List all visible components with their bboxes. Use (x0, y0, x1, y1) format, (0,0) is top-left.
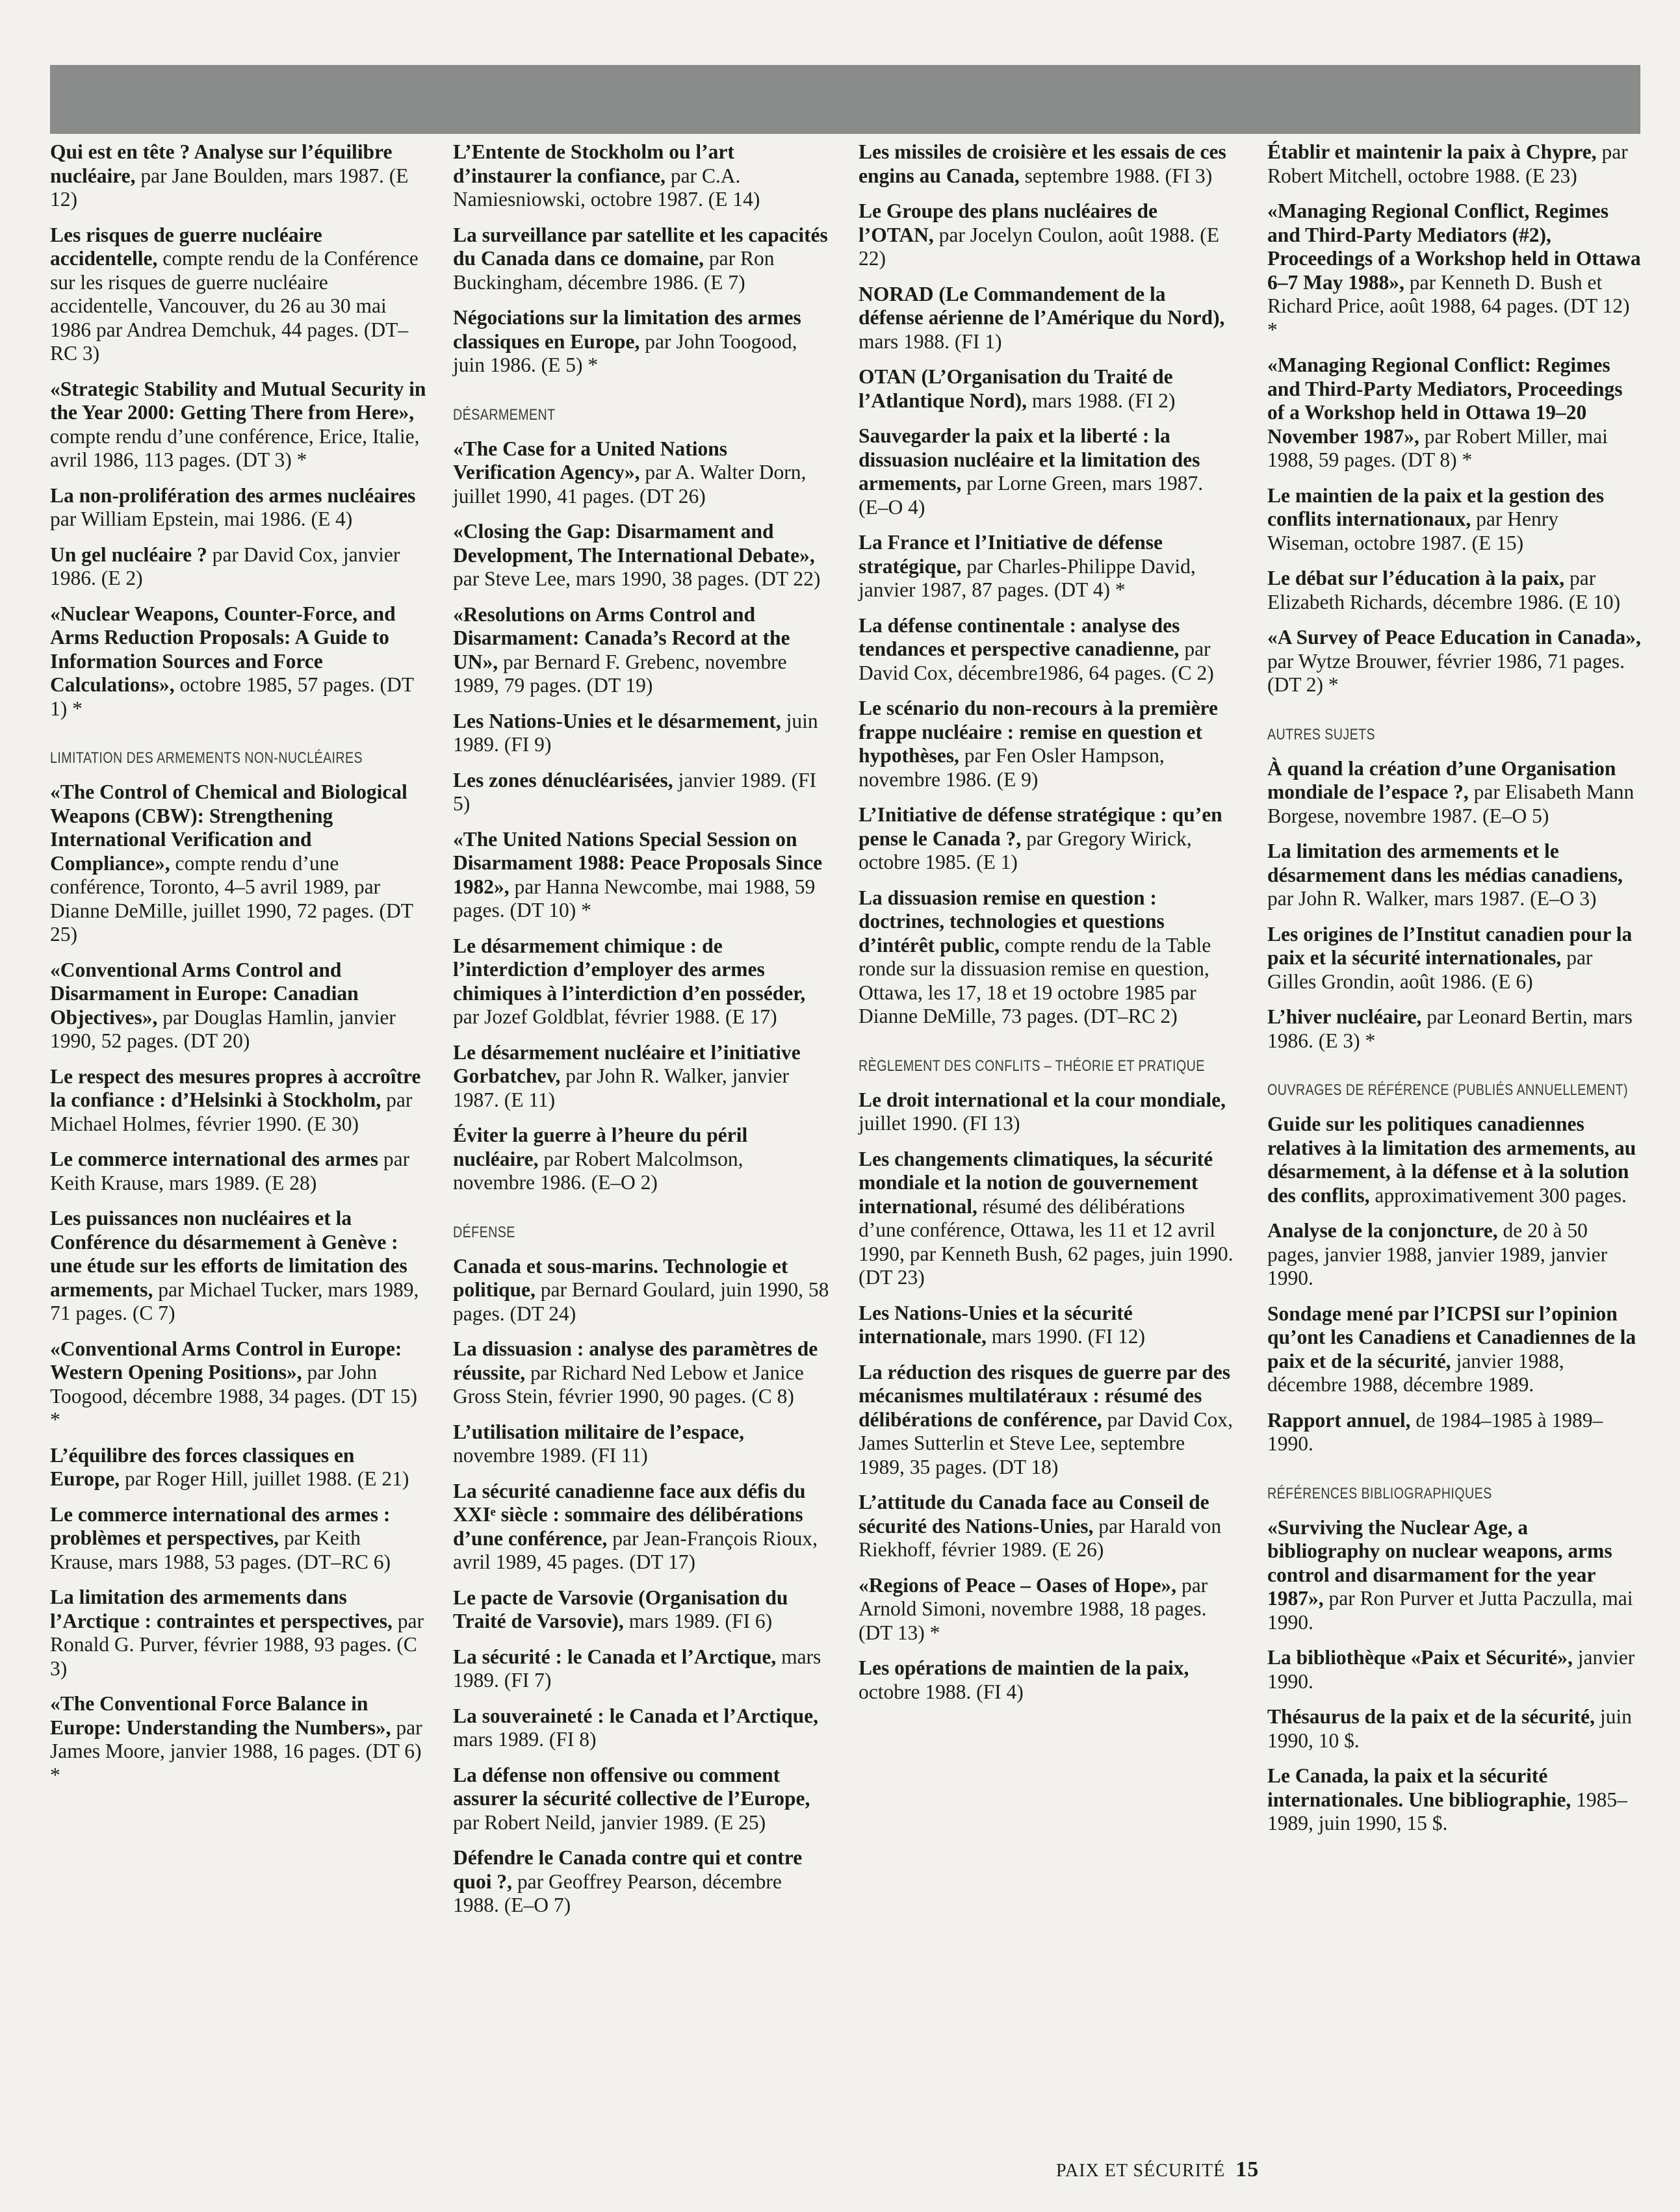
publication-title: Qui est en tête ? Analyse sur l’équilibre nucléaire, (50, 140, 393, 187)
publication-title: OTAN (L’Organisation du Traité de l’Atlantique Nord), (859, 365, 1173, 412)
publication-title: Le pacte de Varsovie (Organisation du Traité de Varsovie), (453, 1586, 788, 1632)
publication-details: novembre 1989. (FI 11) (453, 1444, 648, 1467)
publication-entry (453, 140, 830, 212)
publication-entry (453, 603, 830, 698)
publication-entry (1267, 840, 1644, 911)
publication-entry (1267, 1516, 1644, 1635)
section-heading: DÉSARMEMENT (453, 405, 556, 424)
publication-entry (859, 1302, 1235, 1349)
publication-details: par C.A. Namiesniowski, octobre 1987. (E 14) (453, 164, 760, 211)
publication-details: mars 1989. (FI 7) (453, 1645, 821, 1691)
publication-details: par Jocelyn Coulon, août 1988. (E 22) (859, 223, 1219, 270)
publication-entry (1267, 1409, 1644, 1456)
publication-title: «Conventional Arms Control in Europe: Western Opening Positions», (50, 1337, 402, 1383)
publication-details: par Robert Miller, mai 1988, 59 pages. (DT 8) * (1267, 424, 1608, 471)
publication-details: janvier 1988, décembre 1988, décembre 1989. (1267, 1349, 1564, 1396)
publication-details: de 1984–1985 à 1989–1990. (1267, 1408, 1603, 1455)
publication-details: mars 1990. (FI 12) (986, 1325, 1145, 1348)
publication-entry (50, 140, 427, 212)
publication-entry (859, 614, 1235, 686)
publication-title: Sauvegarder la paix et la liberté : la dissuasion nucléaire et la limitation des armements, (859, 424, 1200, 495)
publication-title: «The Case for a United Nations Verification Agency», (453, 437, 728, 483)
publication-entry (50, 1692, 427, 1787)
publication-title: Le désarmement nucléaire et l’initiative Gorbatchev, (453, 1040, 801, 1087)
publication-details: janvier 1989. (FI 5) (453, 768, 817, 815)
publication-details: par Robert Neild, janvier 1989. (E 25) (453, 1810, 766, 1834)
publication-entry (453, 224, 830, 295)
publication-details: par Bernard Goulard, juin 1990, 58 pages. (DT 24) (453, 1278, 829, 1325)
publication-entry (1267, 923, 1644, 994)
publication-title: «Strategic Stability and Mutual Security in the Year 2000: Getting There from Here», (50, 377, 426, 424)
publication-entry (859, 365, 1235, 413)
publication-details: mars 1989. (FI 8) (453, 1728, 597, 1751)
publication-details: octobre 1988. (FI 4) (859, 1680, 1024, 1703)
publication-title: Négociations sur la limitation des armes classiques en Europe, (453, 306, 801, 353)
publication-details: par Harald von Riekhoff, février 1989. (E 26) (859, 1514, 1222, 1561)
publication-details: par Lorne Green, mars 1987. (E–O 4) (859, 472, 1204, 519)
publication-title: La limitation des armements dans l’Arctique : contraintes et perspectives, (50, 1586, 393, 1632)
publication-entry (1267, 140, 1644, 188)
publication-title: Analyse de la conjoncture, (1267, 1219, 1498, 1242)
publication-entry (453, 1764, 830, 1835)
publication-entry (453, 934, 830, 1029)
publication-title: Le désarmement chimique : de l’interdiction d’employer des armes chimiques à l’interdiction d’en posséder, (453, 934, 806, 1005)
publication-entry (50, 1148, 427, 1195)
publication-entry (1267, 1112, 1644, 1207)
publication-entry (453, 1846, 830, 1918)
publication-entry (453, 1041, 830, 1112)
publication-details: par Keith Krause, mars 1989. (E 28) (50, 1148, 410, 1194)
publication-entry (453, 437, 830, 509)
publication-entry (453, 769, 830, 816)
publication-details: juin 1989. (FI 9) (453, 709, 818, 756)
publication-entry (453, 828, 830, 923)
publication-entry (453, 306, 830, 378)
publication-title: La France et l’Initiative de défense stratégique, (859, 531, 1163, 578)
publication-details: par John R. Walker, janvier 1987. (E 11) (453, 1064, 790, 1111)
publication-title: Le commerce international des armes : problèmes et perspectives, (50, 1502, 391, 1549)
publication-title: L’Entente de Stockholm ou l’art d’instaurer la confiance, (453, 140, 734, 187)
publication-title: Un gel nucléaire ? (50, 543, 207, 566)
publication-details: approximativement 300 pages. (1369, 1183, 1627, 1207)
publication-title: «The United Nations Special Session on Disarmament 1988: Peace Proposals Since 1982», (453, 827, 823, 898)
publication-title: Les missiles de croisière et les essais de ces engins au Canada, (859, 140, 1226, 187)
page-number: 15 (1235, 2157, 1260, 2181)
publication-entry (1267, 567, 1644, 614)
publication-details: par David Cox, James Sutterlin et Steve Lee, septembre 1989, 35 pages. (DT 18) (859, 1408, 1233, 1478)
publication-title: Le respect des mesures propres à accroître la confiance : d’Helsinki à Stockholm, (50, 1064, 421, 1111)
publication-title: «The Control of Chemical and Biological Weapons (CBW): Strengthening International Verification and Compliance», (50, 780, 407, 875)
publication-details: par Ronald G. Purver, février 1988, 93 pages. (C 3) (50, 1609, 424, 1680)
publication-title: Le Canada, la paix et la sécurité internationales. Une bibliographie, (1267, 1764, 1571, 1811)
publication-entry (1267, 1705, 1644, 1753)
publication-title: Établir et maintenir la paix à Chypre, (1267, 140, 1597, 163)
publication-entry (453, 1645, 830, 1693)
publication-entry (453, 1421, 830, 1468)
publication-name: PAIX ET SÉCURITÉ (1056, 2161, 1226, 2181)
publication-details: par Michael Holmes, février 1990. (E 30) (50, 1088, 413, 1135)
publication-entry (453, 1586, 830, 1634)
publication-entry (1267, 1764, 1644, 1836)
publication-details: par Steve Lee, mars 1990, 38 pages. (DT 22) (453, 567, 821, 590)
publication-title: L’utilisation militaire de l’espace, (453, 1420, 744, 1443)
publication-title: «Conventional Arms Control and Disarmament in Europe: Canadian Objectives», (50, 958, 359, 1029)
publication-details: par Robert Malcolmson, novembre 1986. (E–O 2) (453, 1147, 743, 1194)
publication-title: La bibliothèque «Paix et Sécurité», (1267, 1646, 1573, 1669)
publication-details: janvier 1990. (1267, 1646, 1635, 1693)
publication-details: par Richard Ned Lebow et Janice Gross Stein, février 1990, 90 pages. (C 8) (453, 1361, 804, 1408)
publication-details: par John Toogood, décembre 1988, 34 pages. (DT 15) * (50, 1361, 417, 1431)
section-heading: OUVRAGES DE RÉFÉRENCE (PUBLIÉS ANNUELLEMENT) (1267, 1081, 1628, 1099)
publication-details: par Wytze Brouwer, février 1986, 71 pages. (DT 2) * (1267, 649, 1625, 696)
publication-title: «Managing Regional Conflict, Regimes and Third-Party Mediators (#2), Proceedings of a Workshop held in Ottawa 6–7 May 1988», (1267, 199, 1641, 294)
publication-entry (1267, 354, 1644, 472)
publication-entry (1267, 1219, 1644, 1291)
publication-title: Les Nations-Unies et le désarmement, (453, 709, 781, 732)
publication-details: par Jozef Goldblat, février 1988. (E 17) (453, 1005, 777, 1028)
publication-entry (859, 697, 1235, 791)
section-heading: DÉFENSE (453, 1223, 515, 1241)
publication-details: mars 1988. (FI 1) (859, 329, 1002, 353)
publication-details: juin 1990, 10 $. (1267, 1705, 1632, 1752)
publication-title: Le droit international et la cour mondiale, (859, 1088, 1226, 1111)
publication-title: Les changements climatiques, la sécurité mondiale et la notion de gouvernement international, (859, 1147, 1213, 1218)
publication-details: par John R. Walker, mars 1987. (E–O 3) (1267, 887, 1597, 910)
publication-entry (453, 1124, 830, 1195)
publication-title: «Closing the Gap: Disarmament and Development, The International Debate», (453, 520, 815, 567)
publication-entry (453, 1337, 830, 1409)
publication-entry (859, 1088, 1235, 1136)
publication-title: L’attitude du Canada face au Conseil de sécurité des Nations-Unies, (859, 1491, 1209, 1537)
publication-entry (1267, 626, 1644, 697)
publication-title: L’hiver nucléaire, (1267, 1005, 1422, 1028)
publication-title: Les risques de guerre nucléaire accidentelle, (50, 223, 322, 270)
publication-title: Les opérations de maintien de la paix, (859, 1656, 1189, 1679)
publication-details: par John Toogood, juin 1986. (E 5) * (453, 329, 797, 376)
publication-entry (1267, 1302, 1644, 1397)
publication-title: Le débat sur l’éducation à la paix, (1267, 567, 1565, 589)
publication-details: mars 1988. (FI 2) (1027, 389, 1176, 412)
publication-title: Le scénario du non-recours à la première frappe nucléaire : remise en question et hypothèses, (859, 697, 1218, 767)
publication-entry (453, 520, 830, 591)
publication-title: Guide sur les politiques canadiennes relatives à la limitation des armements, au désarmement, à la défense et à la solution des conflits, (1267, 1112, 1636, 1207)
publication-details: par Geoffrey Pearson, décembre 1988. (E–O 7) (453, 1870, 782, 1916)
publication-entry (50, 1337, 427, 1432)
publication-entry (50, 1065, 427, 1137)
publication-title: «Nuclear Weapons, Counter-Force, and Arms Reduction Proposals: A Guide to Information Sources and Force Calculations», (50, 602, 396, 696)
publication-details: résumé des délibérations d’une conférence, Ottawa, les 11 et 12 avril 1990, par Kenneth Bush, 62 pages, juin 1990. (DT 23) (859, 1194, 1234, 1289)
publication-details: par Michael Tucker, mars 1989, 71 pages. (C 7) (50, 1278, 419, 1324)
publication-entry (50, 224, 427, 366)
publication-details: par James Moore, janvier 1988, 16 pages. (DT 6) * (50, 1716, 422, 1786)
publication-entry (859, 1574, 1235, 1645)
publication-entry (859, 1491, 1235, 1562)
publication-entry (50, 958, 427, 1053)
publication-details: compte rendu d’une conférence, Toronto, 4–5 avril 1989, par Dianne DeMille, juillet 1990, 72 pages. (DT 25) (50, 851, 413, 945)
publication-details: mars 1989. (FI 6) (623, 1610, 773, 1632)
publication-details: septembre 1988. (FI 3) (1019, 164, 1213, 187)
publication-title: Thésaurus de la paix et de la sécurité, (1267, 1705, 1595, 1728)
publication-entry (859, 1361, 1235, 1480)
column-2 (453, 140, 830, 1929)
publication-details: par Gilles Grondin, août 1986. (E 6) (1267, 946, 1593, 993)
section-heading: RÉFÉRENCES BIBLIOGRAPHIQUES (1267, 1484, 1492, 1502)
publication-entry (453, 1480, 830, 1575)
publication-entry (1267, 484, 1644, 556)
publication-details: par Bernard F. Grebenc, novembre 1989, 79 pages. (DT 19) (453, 650, 787, 697)
column-4 (1267, 140, 1644, 1847)
publication-entry (453, 1255, 830, 1326)
publication-details: de 20 à 50 pages, janvier 1988, janvier 1989, janvier 1990. (1267, 1219, 1608, 1289)
publication-title: NORAD (Le Commandement de la défense aérienne de l’Amérique du Nord), (859, 282, 1225, 329)
publication-details: compte rendu de la Table ronde sur la dissuasion remise en question, Ottawa, les 17, 18 et 19 octobre 1985 par Dianne DeMille, 73 pages. (DT–RC 2) (859, 933, 1211, 1027)
publication-title: La surveillance par satellite et les capacités du Canada dans ce domaine, (453, 223, 828, 270)
publication-title: «Managing Regional Conflict: Regimes and Third-Party Mediators, Proceedings of a Workshop held in Ottawa 19–20 November 1987», (1267, 354, 1623, 448)
publication-entry (859, 531, 1235, 602)
section-heading: RÈGLEMENT DES CONFLITS – THÉORIE ET PRATIQUE (859, 1057, 1205, 1075)
publication-entry (50, 780, 427, 947)
publication-title: La défense continentale : analyse des tendances et perspective canadienne, (859, 613, 1180, 660)
publication-title: La non-prolifération des armes nucléaires (50, 483, 416, 507)
publication-details: par Robert Mitchell, octobre 1988. (E 23) (1267, 140, 1628, 187)
publication-details: par William Epstein, mai 1986. (E 4) (50, 508, 353, 530)
publication-title: L’équilibre des forces classiques en Europe, (50, 1443, 355, 1490)
publication-details: par Douglas Hamlin, janvier 1990, 52 pages. (DT 20) (50, 1005, 396, 1052)
publication-entry (1267, 757, 1644, 829)
publication-details: par David Cox, janvier 1986. (E 2) (50, 543, 400, 589)
publication-details: compte rendu de la Conférence sur les risques de guerre nucléaire accidentelle, Vancouver, du 26 au 30 mai 1986 par Andrea Demchuk, 44 pages. (DT–RC 3) (50, 247, 419, 365)
publication-title: Éviter la guerre à l’heure du péril nucléaire, (453, 1124, 748, 1170)
publication-entry (1267, 199, 1644, 342)
publication-title: «A Survey of Peace Education in Canada», (1267, 626, 1641, 649)
publication-title: La réduction des risques de guerre par des mécanismes multilatéraux : résumé des délibérations de conférence, (859, 1360, 1230, 1431)
publication-title: La souveraineté : le Canada et l’Arctique, (453, 1704, 818, 1727)
publication-details: par Ron Buckingham, décembre 1986. (E 7) (453, 247, 775, 294)
publication-title: Les origines de l’Institut canadien pour la paix et la sécurité internationales, (1267, 922, 1633, 969)
publication-entry (50, 1503, 427, 1575)
column-3 (859, 140, 1235, 1716)
publication-entry (859, 424, 1235, 519)
publication-details: par A. Walter Dorn, juillet 1990, 41 pages. (DT 26) (453, 461, 807, 508)
publication-details: par Ron Purver et Jutta Paczulla, mai 1990. (1267, 1587, 1633, 1634)
publication-entry (859, 140, 1235, 188)
publication-title: Canada et sous-marins. Technologie et politique, (453, 1254, 788, 1301)
publication-entry (50, 1444, 427, 1491)
publication-details: par Roger Hill, juillet 1988. (E 21) (120, 1467, 409, 1490)
publication-title: «Regions of Peace – Oases of Hope», (859, 1573, 1177, 1597)
publication-details: par Fen Osler Hampson, novembre 1986. (E 9) (859, 744, 1165, 791)
publication-title: Sondage mené par l’ICPSI sur l’opinion qu’ont les Canadiens et Canadiennes de la paix et de la sécurité, (1267, 1302, 1636, 1372)
publication-title: Les Nations-Unies et la sécurité internationale, (859, 1301, 1133, 1348)
publication-details: par Gregory Wirick, octobre 1985. (E 1) (859, 827, 1192, 873)
publication-details: compte rendu d’une conférence, Erice, Italie, avril 1986, 113 pages. (DT 3) * (50, 424, 420, 471)
publication-title: «Surviving the Nuclear Age, a bibliography on nuclear weapons, arms control and disarmament for the year 1987», (1267, 1515, 1612, 1610)
publication-title: Rapport annuel, (1267, 1408, 1411, 1432)
section-heading: LIMITATION DES ARMEMENTS NON-NUCLÉAIRES (50, 749, 363, 767)
publication-entry (50, 484, 427, 532)
page-footer (1056, 2157, 1260, 2182)
publication-entry (859, 283, 1235, 354)
publication-entry (859, 1148, 1235, 1290)
publication-entry (1267, 1646, 1644, 1693)
publication-entry (50, 543, 427, 591)
publication-title: La défense non offensive ou comment assurer la sécurité collective de l’Europe, (453, 1763, 810, 1810)
publication-entry (859, 803, 1235, 875)
publication-title: «Resolutions on Arms Control and Disarmament: Canada’s Record at the UN», (453, 602, 790, 673)
section-heading: AUTRES SUJETS (1267, 725, 1376, 743)
publication-details: par Jane Boulden, mars 1987. (E 12) (50, 164, 409, 211)
publication-title: La limitation des armements et le désarmement dans les médias canadiens, (1267, 840, 1623, 886)
publication-title: La sécurité canadienne face aux défis du XXIᵉ siècle : sommaire des délibérations d’une conférence, (453, 1479, 806, 1550)
publication-entry (1267, 1005, 1644, 1053)
publication-entry (859, 1656, 1235, 1704)
publication-entry (50, 1207, 427, 1326)
publication-title: Le maintien de la paix et la gestion des conflits internationaux, (1267, 483, 1604, 530)
publication-details: par Elisabeth Mann Borgese, novembre 1987. (E–O 5) (1267, 780, 1635, 827)
publication-title: L’Initiative de défense stratégique : qu’en pense le Canada ?, (859, 803, 1222, 850)
publication-details: par David Cox, décembre1986, 64 pages. (C 2) (859, 637, 1214, 684)
publication-entry (453, 710, 830, 757)
column-1 (50, 140, 427, 1799)
publication-title: Défendre le Canada contre qui et contre quoi ?, (453, 1846, 803, 1893)
publication-title: Le Groupe des plans nucléaires de l’OTAN, (859, 199, 1158, 246)
publication-title: Les puissances non nucléaires et la Conférence du désarmement à Genève : une étude sur les efforts de limitation des armements, (50, 1207, 407, 1301)
publication-title: La sécurité : le Canada et l’Arctique, (453, 1645, 777, 1668)
publication-entry (453, 1704, 830, 1752)
publication-details: par Kenneth D. Bush et Richard Price, août 1988, 64 pages. (DT 12) * (1267, 270, 1630, 341)
publication-entry (50, 378, 427, 472)
publication-details: octobre 1985, 57 pages. (DT 1) * (50, 673, 414, 720)
publication-details: par Charles-Philippe David, janvier 1987, 87 pages. (DT 4) * (859, 554, 1196, 601)
publication-title: À quand la création d’une Organisation mondiale de l’espace ?, (1267, 756, 1616, 803)
publication-title: Les zones dénucléarisées, (453, 768, 673, 791)
publication-details: par Arnold Simoni, novembre 1988, 18 pages. (DT 13) * (859, 1573, 1208, 1644)
publication-title: La dissuasion remise en question : doctrines, technologies et questions d’intérêt public, (859, 886, 1165, 957)
publication-title: Le commerce international des armes (50, 1148, 379, 1170)
publication-details: par Keith Krause, mars 1988, 53 pages. (DT–RC 6) (50, 1526, 391, 1573)
publication-details: par Leonard Bertin, mars 1986. (E 3) * (1267, 1005, 1633, 1052)
publication-entry (50, 602, 427, 721)
publication-entry (50, 1586, 427, 1680)
publication-details: par Henry Wiseman, octobre 1987. (E 15) (1267, 508, 1558, 554)
publication-details: 1985–1989, juin 1990, 15 $. (1267, 1788, 1627, 1834)
publication-details: juillet 1990. (FI 13) (859, 1112, 1020, 1135)
publication-entry (859, 199, 1235, 271)
publication-entry (859, 886, 1235, 1029)
publication-title: La dissuasion : analyse des paramètres de réussite, (453, 1337, 818, 1384)
publication-details: par Elizabeth Richards, décembre 1986. (E 10) (1267, 567, 1621, 613)
publication-title: «The Conventional Force Balance in Europe: Understanding the Numbers», (50, 1692, 391, 1739)
publication-details: par Hanna Newcombe, mai 1988, 59 pages. (DT 10) * (453, 875, 816, 921)
publication-details: par Jean-François Rioux, avril 1989, 45 pages. (DT 17) (453, 1526, 818, 1573)
header-bar (50, 65, 1640, 134)
